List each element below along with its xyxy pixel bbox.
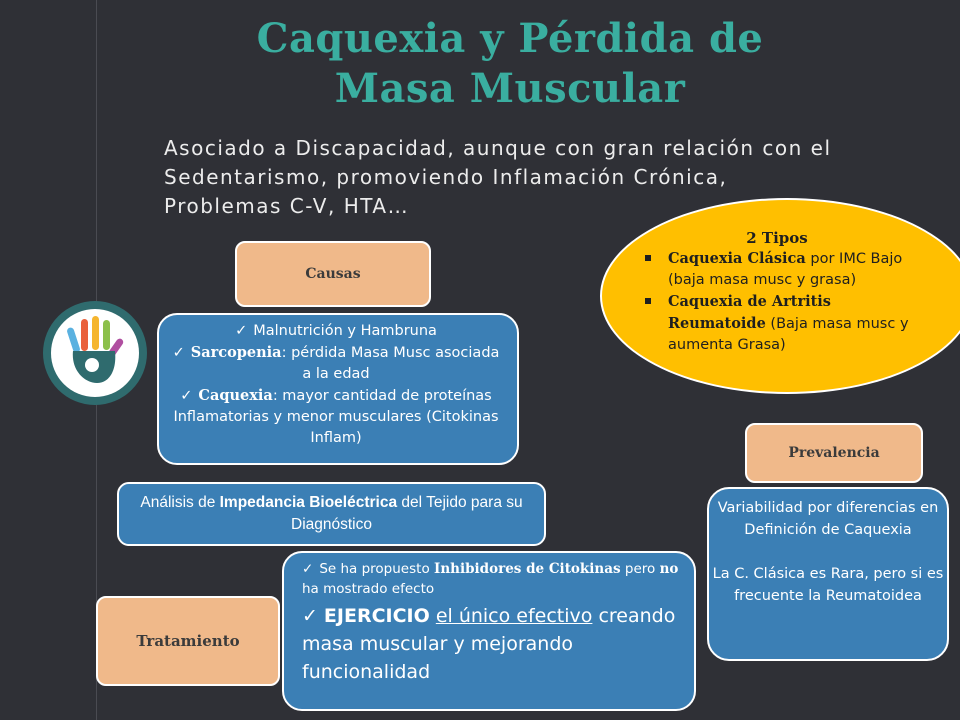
causas-label: [235, 241, 431, 307]
prevalencia-box: [707, 487, 949, 661]
title-line-2: Masa Muscular: [334, 65, 686, 112]
intro-line-2: Sedentarismo, promoviendo Inflamación Crónica,: [164, 165, 728, 189]
tratamiento-label-text: Tratamiento: [136, 632, 240, 650]
checkmark-icon: ✓: [302, 561, 314, 577]
intro-line-3: Problemas C-V, HTA…: [164, 194, 410, 218]
causas-list-box: [157, 313, 519, 465]
causas-item-sarcopenia: [169, 342, 503, 385]
tipos-term-clasica: Caquexia Clásica: [668, 250, 806, 267]
analisis-term: Impedancia Bioeléctrica: [219, 494, 398, 511]
tipos-item-text: (Baja masa musc y aumenta Grasa): [668, 316, 909, 353]
analisis-box: [117, 482, 546, 546]
square-bullet-icon: [645, 298, 651, 304]
trat-text: creando masa muscular y mejorando funcionalidad: [302, 605, 676, 683]
prevalencia-label-text: Prevalencia: [788, 445, 880, 461]
trat-text: ha mostrado efecto: [302, 581, 435, 597]
tratamiento-item-ejercicio: [302, 602, 682, 686]
square-bullet-icon: [645, 255, 651, 261]
trat-text: pero: [620, 561, 660, 577]
analisis-text-b: del Tejido para su Diagnóstico: [291, 494, 523, 533]
tratamiento-label: [96, 596, 280, 686]
tipos-item-text: por IMC Bajo (baja masa musc y grasa): [668, 251, 903, 288]
trat-text: Se ha propuesto: [319, 561, 434, 577]
causas-item-caquexia: [169, 385, 503, 449]
checkmark-icon: ✓: [172, 345, 185, 361]
checkmark-icon: ✓: [235, 323, 248, 339]
trat-term-no: no: [659, 561, 679, 577]
trat-underlined: el único efectivo: [435, 605, 593, 627]
prevalencia-para-1: Variabilidad por diferencias en Definición de Caquexia: [717, 500, 939, 538]
tipos-heading: 2 Tipos: [746, 229, 808, 247]
causas-item-text: Malnutrición y Hambruna: [253, 323, 437, 339]
causas-item-malnutricion: [169, 321, 503, 342]
causas-label-text: Causas: [305, 266, 361, 282]
prevalencia-para-2: La C. Clásica es Rara, pero si es frecuente la Reumatoidea: [712, 566, 944, 604]
analisis-text-a: Análisis de: [140, 494, 220, 511]
tratamiento-item-inhibidores: [302, 559, 682, 599]
tratamiento-list-box: [282, 551, 696, 711]
causas-term-sarcopenia: Sarcopenia: [190, 344, 282, 361]
checkmark-icon: ✓: [180, 388, 193, 404]
trat-term-inhibidores: Inhibidores de Citokinas: [434, 561, 621, 577]
causas-term-caquexia: Caquexia: [198, 387, 273, 404]
handprint-logo-icon: [41, 299, 149, 407]
tipos-item-clasica: [642, 248, 912, 291]
causas-item-text: : mayor cantidad de proteínas Inflamatorias y menor musculares (Citokinas Inflam): [173, 388, 499, 446]
intro-line-1: Asociado a Discapacidad, aunque con gran relación con el: [164, 136, 832, 160]
causas-item-text: : pérdida Masa Musc asociada a la edad: [281, 345, 500, 382]
checkmark-icon: ✓: [302, 605, 318, 627]
tipos-item-artritis: [642, 291, 912, 356]
tipos-term-artritis: Caquexia de Artritis Reumatoide: [668, 293, 831, 332]
tipos-ellipse: [600, 198, 960, 394]
title-line-1: Caquexia y Pérdida de: [256, 15, 764, 62]
trat-term-ejercicio: EJERCICIO: [323, 605, 430, 627]
page-title: [130, 14, 890, 114]
prevalencia-label: [745, 423, 923, 483]
